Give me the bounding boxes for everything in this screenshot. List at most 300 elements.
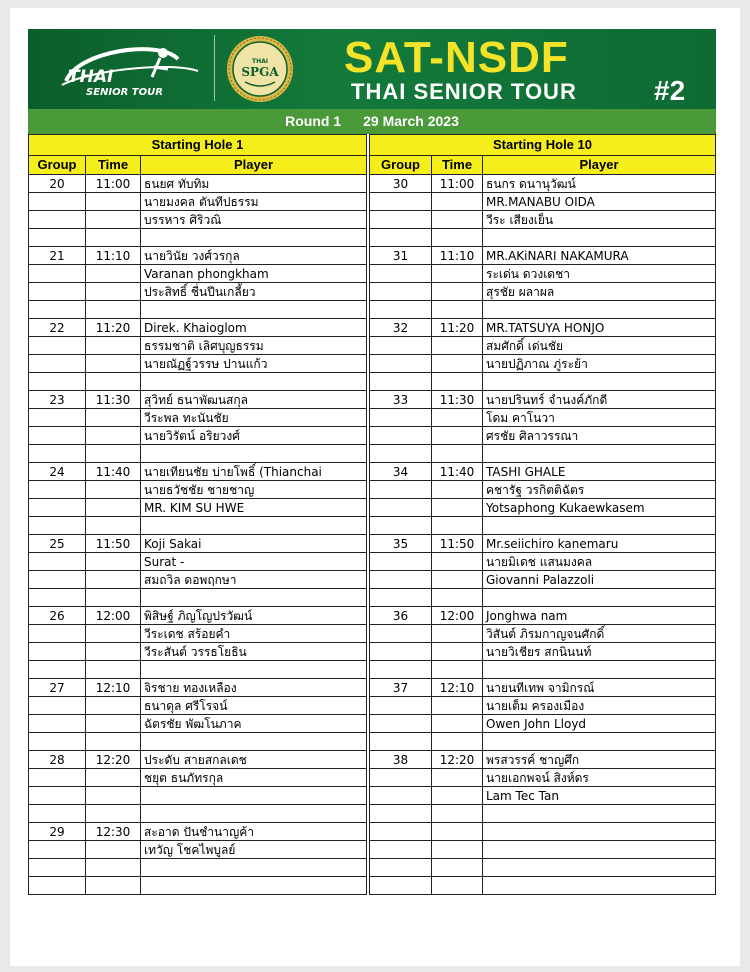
- group-cell: [29, 787, 86, 805]
- time-cell: [432, 409, 483, 427]
- player-cell: วิสันต์ ภิรมกาญจนศักดิ์: [483, 625, 716, 643]
- player-cell: สะอาด ปันชำนาญค้า: [141, 823, 367, 841]
- group-cell: [29, 373, 86, 391]
- spacer-row: [29, 445, 367, 463]
- player-row: [370, 823, 716, 841]
- group-cell: [370, 715, 432, 733]
- player-row: [29, 355, 367, 373]
- group-cell: [29, 589, 86, 607]
- group-cell: 37: [370, 679, 432, 697]
- player-cell: บรรหาร ศิริวณิ: [141, 211, 367, 229]
- player-row: [370, 175, 716, 193]
- time-cell: 11:40: [432, 463, 483, 481]
- group-cell: [370, 571, 432, 589]
- group-cell: [29, 445, 86, 463]
- player-cell: MR.TATSUYA HONJO: [483, 319, 716, 337]
- time-cell: [86, 661, 141, 679]
- player-row: [29, 319, 367, 337]
- player-row: [370, 283, 716, 301]
- time-cell: [86, 643, 141, 661]
- time-cell: 11:30: [432, 391, 483, 409]
- group-cell: [370, 643, 432, 661]
- time-cell: [432, 517, 483, 535]
- time-cell: [432, 625, 483, 643]
- player-row: [29, 679, 367, 697]
- spacer-row: [370, 877, 716, 895]
- time-header: Time: [86, 156, 141, 175]
- time-cell: [86, 283, 141, 301]
- group-cell: [370, 841, 432, 859]
- player-row: [29, 499, 367, 517]
- group-cell: 28: [29, 751, 86, 769]
- time-cell: [86, 589, 141, 607]
- player-cell: Owen John Lloyd: [483, 715, 716, 733]
- group-cell: [370, 661, 432, 679]
- group-cell: [370, 229, 432, 247]
- time-cell: [432, 301, 483, 319]
- time-cell: [86, 859, 141, 877]
- player-cell: Varanan phongkham: [141, 265, 367, 283]
- group-cell: [370, 445, 432, 463]
- player-row: [370, 355, 716, 373]
- player-cell: ธนาดุล ศรีโรจน์: [141, 697, 367, 715]
- spacer-row: [29, 229, 367, 247]
- group-cell: [370, 859, 432, 877]
- player-row: [29, 625, 367, 643]
- player-row: [29, 769, 367, 787]
- player-row: [29, 481, 367, 499]
- time-cell: [86, 265, 141, 283]
- group-cell: 23: [29, 391, 86, 409]
- spacer-row: [29, 661, 367, 679]
- time-cell: [86, 625, 141, 643]
- group-cell: [29, 355, 86, 373]
- tour-subtitle: THAI SENIOR TOUR: [351, 79, 577, 104]
- player-row: [370, 499, 716, 517]
- time-cell: [432, 823, 483, 841]
- time-cell: [432, 211, 483, 229]
- starting-hole-1-table: [28, 134, 367, 895]
- group-cell: 30: [370, 175, 432, 193]
- time-cell: 11:10: [432, 247, 483, 265]
- time-cell: [432, 715, 483, 733]
- group-cell: [29, 229, 86, 247]
- player-cell: [141, 445, 367, 463]
- group-cell: [29, 301, 86, 319]
- group-cell: [370, 787, 432, 805]
- player-cell: [483, 823, 716, 841]
- player-row: [29, 859, 367, 877]
- player-row: [370, 715, 716, 733]
- player-cell: [141, 805, 367, 823]
- player-cell: วีระสันต์ วรรธโยธิน: [141, 643, 367, 661]
- group-cell: [29, 265, 86, 283]
- group-cell: [370, 805, 432, 823]
- time-cell: [432, 427, 483, 445]
- player-row: [370, 679, 716, 697]
- group-cell: [370, 373, 432, 391]
- time-cell: 12:10: [432, 679, 483, 697]
- player-row: [29, 283, 367, 301]
- player-row: [29, 841, 367, 859]
- group-cell: [370, 823, 432, 841]
- player-cell: [141, 787, 367, 805]
- player-row: [370, 211, 716, 229]
- player-row: [29, 571, 367, 589]
- group-cell: [29, 841, 86, 859]
- player-cell: [483, 805, 716, 823]
- time-cell: [432, 697, 483, 715]
- group-cell: 35: [370, 535, 432, 553]
- player-cell: [483, 445, 716, 463]
- player-row: [370, 841, 716, 859]
- time-cell: [86, 805, 141, 823]
- group-cell: [29, 337, 86, 355]
- time-cell: [432, 193, 483, 211]
- time-cell: [432, 859, 483, 877]
- time-cell: [432, 499, 483, 517]
- time-cell: [86, 301, 141, 319]
- group-cell: 34: [370, 463, 432, 481]
- group-cell: [29, 571, 86, 589]
- group-header: Group: [29, 156, 86, 175]
- time-cell: [432, 445, 483, 463]
- time-cell: 12:20: [86, 751, 141, 769]
- player-row: [370, 787, 716, 805]
- group-cell: 36: [370, 607, 432, 625]
- time-cell: [86, 841, 141, 859]
- player-cell: [483, 661, 716, 679]
- spga-seal-logo: [225, 34, 295, 104]
- group-cell: [29, 409, 86, 427]
- time-cell: [432, 787, 483, 805]
- player-cell: Koji Sakai: [141, 535, 367, 553]
- group-cell: [370, 427, 432, 445]
- group-cell: [29, 517, 86, 535]
- player-cell: วีระพล ทะนันชัย: [141, 409, 367, 427]
- group-cell: [370, 301, 432, 319]
- player-cell: ธนกร ดนานุวัฒน์: [483, 175, 716, 193]
- time-cell: [86, 517, 141, 535]
- group-cell: [29, 625, 86, 643]
- player-header: Player: [483, 156, 716, 175]
- group-cell: 21: [29, 247, 86, 265]
- player-cell: [141, 517, 367, 535]
- group-cell: [370, 625, 432, 643]
- player-cell: MR.MANABU OIDA: [483, 193, 716, 211]
- time-cell: [86, 571, 141, 589]
- group-cell: [29, 661, 86, 679]
- player-cell: นายณัฏฐ์วรรษ ปานแก้ว: [141, 355, 367, 373]
- group-cell: [370, 193, 432, 211]
- player-row: [29, 643, 367, 661]
- group-cell: 31: [370, 247, 432, 265]
- player-cell: Jonghwa nam: [483, 607, 716, 625]
- time-cell: [86, 481, 141, 499]
- player-row: [370, 625, 716, 643]
- player-cell: ประสิทธิ์ ชื่นปีนเกลี้ยว: [141, 283, 367, 301]
- time-cell: [86, 427, 141, 445]
- player-row: [29, 751, 367, 769]
- time-cell: [86, 769, 141, 787]
- group-header: Group: [370, 156, 432, 175]
- group-cell: 22: [29, 319, 86, 337]
- player-cell: TASHI GHALE: [483, 463, 716, 481]
- group-cell: 25: [29, 535, 86, 553]
- player-row: [29, 787, 367, 805]
- time-cell: [86, 499, 141, 517]
- seal-main-text: SPGA: [241, 65, 279, 79]
- player-cell: จิรชาย ทองเหลือง: [141, 679, 367, 697]
- group-cell: [370, 265, 432, 283]
- player-row: [29, 463, 367, 481]
- group-cell: [370, 409, 432, 427]
- player-cell: ฉัตรชัย พัฒโนภาค: [141, 715, 367, 733]
- time-cell: [86, 445, 141, 463]
- spacer-row: [370, 517, 716, 535]
- time-cell: [432, 265, 483, 283]
- player-cell: คชารัฐ วรกิตติฉัตร: [483, 481, 716, 499]
- time-cell: 11:20: [432, 319, 483, 337]
- time-cell: 11:00: [432, 175, 483, 193]
- left-heading: Starting Hole 1: [29, 135, 367, 156]
- right-heading: Starting Hole 10: [370, 135, 716, 156]
- player-row: [370, 319, 716, 337]
- player-row: [370, 697, 716, 715]
- time-cell: [432, 571, 483, 589]
- player-cell: นายวิเชียร สกนินนท์: [483, 643, 716, 661]
- player-cell: ศรชัย ศิลาวรรณา: [483, 427, 716, 445]
- spacer-row: [29, 517, 367, 535]
- player-cell: [483, 859, 716, 877]
- player-cell: ประดับ สายสกลเดช: [141, 751, 367, 769]
- group-cell: 38: [370, 751, 432, 769]
- group-cell: [370, 553, 432, 571]
- spacer-row: [29, 877, 367, 895]
- logo-divider: [214, 35, 215, 101]
- spacer-row: [29, 589, 367, 607]
- time-cell: [432, 229, 483, 247]
- time-cell: 12:10: [86, 679, 141, 697]
- time-cell: [86, 553, 141, 571]
- time-cell: 12:20: [432, 751, 483, 769]
- document-sheet: [10, 8, 740, 966]
- time-cell: 11:50: [86, 535, 141, 553]
- tour-number: #2: [654, 75, 686, 106]
- time-cell: [432, 769, 483, 787]
- round-bar: [28, 109, 716, 134]
- player-cell: นายนทีเทพ จามิกรณ์: [483, 679, 716, 697]
- tee-times: [28, 134, 716, 907]
- player-cell: พรสวรรค์ ชาญศึก: [483, 751, 716, 769]
- round-label: Round 1: [285, 113, 342, 129]
- player-row: [29, 337, 367, 355]
- group-cell: 27: [29, 679, 86, 697]
- group-cell: [370, 697, 432, 715]
- group-cell: 33: [370, 391, 432, 409]
- player-row: [370, 193, 716, 211]
- player-cell: วีระ เสียงเย็น: [483, 211, 716, 229]
- player-cell: [483, 589, 716, 607]
- spacer-row: [29, 301, 367, 319]
- time-cell: [432, 481, 483, 499]
- player-cell: นายปฏิภาณ ภู่ระย้า: [483, 355, 716, 373]
- player-cell: [483, 733, 716, 751]
- starting-hole-10-table: [369, 134, 716, 895]
- seal-top-text: THAI: [252, 58, 268, 65]
- spacer-row: [370, 229, 716, 247]
- player-cell: นายเทียนชัย บ่ายโพธิ์ (Thianchai: [141, 463, 367, 481]
- player-cell: Giovanni Palazzoli: [483, 571, 716, 589]
- player-cell: นายเต็ม ครองเมือง: [483, 697, 716, 715]
- player-row: [370, 247, 716, 265]
- player-row: [370, 427, 716, 445]
- player-row: [370, 481, 716, 499]
- player-cell: ระเด่น ดวงเดชา: [483, 265, 716, 283]
- time-cell: 12:00: [86, 607, 141, 625]
- player-row: [370, 409, 716, 427]
- player-cell: [141, 877, 367, 895]
- group-cell: 32: [370, 319, 432, 337]
- time-cell: [432, 661, 483, 679]
- thai-senior-tour-logo: [48, 41, 208, 97]
- group-cell: [29, 697, 86, 715]
- time-cell: 11:40: [86, 463, 141, 481]
- time-cell: 11:50: [432, 535, 483, 553]
- player-header: Player: [141, 156, 367, 175]
- player-row: [29, 247, 367, 265]
- player-cell: สุวิทย์ ธนาพัฒนสกุล: [141, 391, 367, 409]
- logo-main-text: THAI: [68, 67, 114, 87]
- player-cell: [483, 841, 716, 859]
- player-cell: [483, 373, 716, 391]
- group-cell: [370, 877, 432, 895]
- player-cell: ธรรมชาติ เลิศบุญธรรม: [141, 337, 367, 355]
- group-cell: [370, 355, 432, 373]
- time-cell: [432, 877, 483, 895]
- player-cell: [141, 661, 367, 679]
- player-cell: [141, 859, 367, 877]
- player-row: [29, 697, 367, 715]
- player-cell: [141, 589, 367, 607]
- group-cell: [29, 715, 86, 733]
- left-table-body: [29, 175, 367, 895]
- spacer-row: [29, 805, 367, 823]
- time-cell: [432, 553, 483, 571]
- group-cell: 24: [29, 463, 86, 481]
- time-cell: [432, 589, 483, 607]
- spacer-row: [370, 589, 716, 607]
- group-cell: [370, 211, 432, 229]
- time-cell: 11:00: [86, 175, 141, 193]
- player-row: [29, 607, 367, 625]
- group-cell: [29, 733, 86, 751]
- player-cell: วีระเดช สร้อยคำ: [141, 625, 367, 643]
- player-row: [370, 391, 716, 409]
- time-cell: [432, 283, 483, 301]
- group-cell: [29, 553, 86, 571]
- time-cell: [86, 409, 141, 427]
- player-row: [29, 427, 367, 445]
- spacer-row: [370, 661, 716, 679]
- player-cell: โดม คาโนวา: [483, 409, 716, 427]
- time-header: Time: [432, 156, 483, 175]
- group-cell: [29, 877, 86, 895]
- player-row: [29, 391, 367, 409]
- player-row: [370, 535, 716, 553]
- tour-title: SAT-NSDF: [344, 33, 569, 82]
- time-cell: [86, 733, 141, 751]
- player-row: [370, 859, 716, 877]
- player-row: [370, 643, 716, 661]
- player-cell: Mr.seiichiro kanemaru: [483, 535, 716, 553]
- player-cell: ธนยศ ทับทิม: [141, 175, 367, 193]
- player-row: [370, 337, 716, 355]
- time-cell: [86, 697, 141, 715]
- player-cell: Yotsaphong Kukaewkasem: [483, 499, 716, 517]
- player-cell: MR.AKiNARI NAKAMURA: [483, 247, 716, 265]
- time-cell: [86, 877, 141, 895]
- group-cell: [29, 643, 86, 661]
- player-row: [370, 463, 716, 481]
- time-cell: [86, 211, 141, 229]
- player-cell: [141, 229, 367, 247]
- time-cell: [432, 355, 483, 373]
- player-cell: [483, 301, 716, 319]
- player-cell: ชยุต ธนภัทรกุล: [141, 769, 367, 787]
- spacer-row: [370, 373, 716, 391]
- time-cell: 11:10: [86, 247, 141, 265]
- player-cell: [483, 517, 716, 535]
- spacer-row: [370, 733, 716, 751]
- player-cell: นายปรินทร์ จำนงค์ภักดี: [483, 391, 716, 409]
- player-cell: [483, 229, 716, 247]
- time-cell: [86, 373, 141, 391]
- player-cell: เทวัญ โชคไพบูลย์: [141, 841, 367, 859]
- time-cell: [432, 841, 483, 859]
- right-table-body: [370, 175, 716, 895]
- time-cell: 11:20: [86, 319, 141, 337]
- player-row: [370, 751, 716, 769]
- player-cell: Direk. Khaioglom: [141, 319, 367, 337]
- player-row: [370, 607, 716, 625]
- document-content: [28, 29, 716, 907]
- time-cell: [86, 337, 141, 355]
- group-cell: [29, 193, 86, 211]
- player-row: [29, 823, 367, 841]
- spacer-row: [370, 805, 716, 823]
- time-cell: 12:30: [86, 823, 141, 841]
- group-cell: [29, 859, 86, 877]
- group-cell: [29, 427, 86, 445]
- time-cell: [86, 355, 141, 373]
- time-cell: 11:30: [86, 391, 141, 409]
- player-cell: Surat -: [141, 553, 367, 571]
- group-cell: [370, 769, 432, 787]
- time-cell: [432, 643, 483, 661]
- spacer-row: [370, 301, 716, 319]
- player-row: [370, 769, 716, 787]
- player-cell: นายมงคล ตันทีปธรรม: [141, 193, 367, 211]
- player-cell: พิสิษฐ์ ภิญโญปรวัฒน์: [141, 607, 367, 625]
- time-cell: [86, 193, 141, 211]
- time-cell: [86, 715, 141, 733]
- group-cell: [29, 769, 86, 787]
- player-cell: นายมิเดช แสนมงคล: [483, 553, 716, 571]
- group-cell: [370, 337, 432, 355]
- player-row: [29, 535, 367, 553]
- time-cell: [86, 229, 141, 247]
